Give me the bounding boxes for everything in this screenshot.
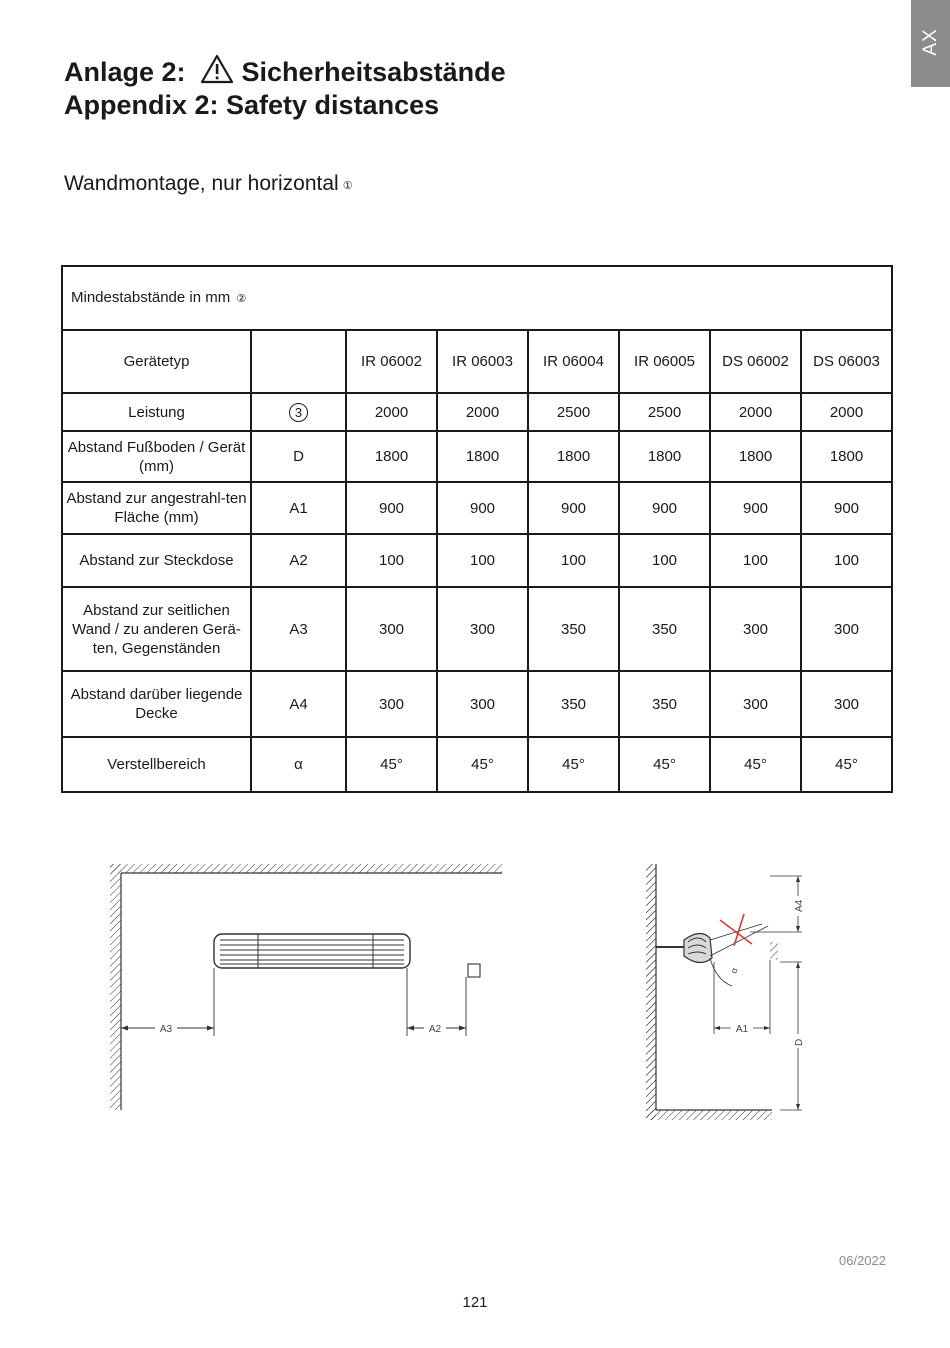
section-tab [911,0,950,87]
model-header: IR 06005 [619,330,710,393]
row-symbol: A1 [251,482,346,534]
table-cell: 300 [710,671,801,737]
title-line-german [64,56,506,89]
table-row [62,431,892,482]
table-caption-row [62,266,892,330]
row-symbol: D [251,431,346,482]
table-cell: 350 [619,671,710,737]
d-dimension-label: D [794,1038,805,1046]
wall-mounting-front-diagram [108,862,508,1114]
table-header-row [62,330,892,393]
table-cell: 1800 [619,431,710,482]
circled-footnote-marker: 3 [289,403,308,422]
wall-mounting-side-diagram [640,862,810,1126]
device-type-header: Gerätetyp [62,330,251,393]
row-label: Abstand zur seitlichen Wand / zu anderen Gerä-ten, Gegenständen [62,587,251,671]
table-cell: 100 [437,534,528,587]
table-cell: 300 [437,671,528,737]
section-tab-label: AX [919,28,941,56]
row-symbol: A4 [251,671,346,737]
table-row [62,393,892,431]
table-row [62,587,892,671]
page-number: 121 [462,1294,488,1311]
table-cell: 100 [710,534,801,587]
table-cell: 1800 [437,431,528,482]
table-cell: 350 [528,671,619,737]
table-cell: 45° [801,737,892,792]
symbol-header [251,330,346,393]
table-caption: Mindestabstände in mm [71,288,231,306]
document-date: 06/2022 [839,1253,886,1268]
table-caption-footnote-marker: ② [236,292,247,305]
table-cell: 100 [528,534,619,587]
row-label: Abstand zur angestrahl-ten Fläche (mm) [62,482,251,534]
table-cell: 900 [619,482,710,534]
a4-dimension-label: A4 [794,899,805,912]
row-label: Verstellbereich [62,737,251,792]
table-cell: 300 [801,587,892,671]
model-header: IR 06004 [528,330,619,393]
table-cell: 1800 [710,431,801,482]
row-label: Abstand zur Steckdose [62,534,251,587]
model-header: DS 06002 [710,330,801,393]
model-header: DS 06003 [801,330,892,393]
row-label: Abstand darüber liegende Decke [62,671,251,737]
table-cell: 350 [528,587,619,671]
model-header: IR 06003 [437,330,528,393]
table-cell: 300 [346,587,437,671]
table-cell: 1800 [801,431,892,482]
table-cell: 900 [346,482,437,534]
table-cell: 2000 [437,393,528,431]
row-label: Abstand Fußboden / Gerät (mm) [62,431,251,482]
subtitle-footnote-marker: ① [342,180,353,192]
page-title [64,56,506,122]
table-cell: 300 [801,671,892,737]
table-cell: 900 [710,482,801,534]
a1-dimension-label: A1 [735,1024,749,1035]
table-cell: 1800 [346,431,437,482]
table-cell: 45° [619,737,710,792]
table-cell: 2500 [619,393,710,431]
table-cell: 2500 [528,393,619,431]
row-symbol: α [251,737,346,792]
alpha-label: α [728,966,740,975]
title-prefix: Anlage 2: [64,57,186,87]
table-cell: 100 [801,534,892,587]
row-label: Leistung [62,393,251,431]
table-cell: 45° [437,737,528,792]
table-cell: 900 [801,482,892,534]
table-row [62,737,892,792]
table-cell: 300 [710,587,801,671]
a3-dimension-label: A3 [159,1024,173,1035]
section-subtitle [64,172,353,196]
row-symbol: A2 [251,534,346,587]
table-cell: 2000 [710,393,801,431]
title-line-english: Appendix 2: Safety distances [64,90,440,120]
table-caption-cell [62,266,892,330]
table-row [62,482,892,534]
table-cell: 900 [437,482,528,534]
table-cell: 45° [346,737,437,792]
table-cell: 300 [346,671,437,737]
table-cell: 900 [528,482,619,534]
model-header: IR 06002 [346,330,437,393]
row-symbol: A3 [251,587,346,671]
table-row [62,534,892,587]
table-cell: 100 [346,534,437,587]
a2-dimension-label: A2 [428,1024,442,1035]
table-cell: 350 [619,587,710,671]
row-symbol [251,393,346,431]
subtitle-text: Wandmontage, nur horizontal [64,172,339,195]
safety-distance-table [61,265,893,793]
table-cell: 45° [710,737,801,792]
table-cell: 2000 [801,393,892,431]
warning-icon [200,54,234,84]
table-cell: 45° [528,737,619,792]
table-row [62,671,892,737]
table-cell: 2000 [346,393,437,431]
table-cell: 1800 [528,431,619,482]
title-suffix: Sicherheitsabstände [241,57,506,87]
table-cell: 300 [437,587,528,671]
table-cell: 100 [619,534,710,587]
